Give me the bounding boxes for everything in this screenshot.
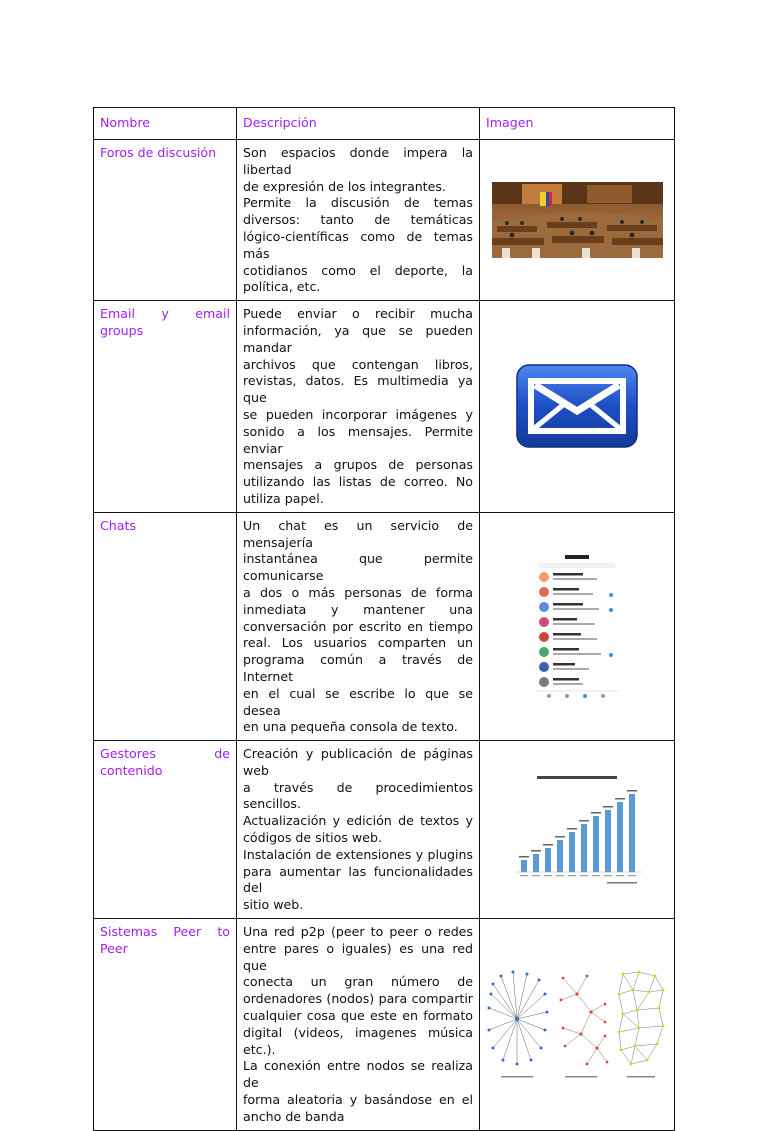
row-description xyxy=(237,301,480,513)
description-line: sitio web. xyxy=(243,897,304,913)
row-name: Chats xyxy=(94,512,237,740)
description-line: Un chat es un servicio de mensajería xyxy=(243,517,473,550)
description-line: códigos de sitios web. xyxy=(243,830,382,846)
description-line: en una pequeña consola de texto. xyxy=(243,719,458,735)
description-line: revistas, datos. Es multimedia ya que xyxy=(243,373,473,406)
description-line: digital (videos, imagenes música etc.). xyxy=(243,1024,473,1057)
description-line: diversos: tanto de temáticas xyxy=(243,212,473,228)
table-row xyxy=(94,301,675,513)
description-line: Una red p2p (peer to peer o redes xyxy=(243,924,473,940)
description-line: Actualización y edición de textos y xyxy=(243,813,473,829)
description-line: ancho de banda xyxy=(243,1108,345,1124)
row-description xyxy=(237,140,480,301)
table-header-row xyxy=(94,108,675,140)
row-name: Gestores de contenido xyxy=(94,741,237,919)
description-line: cualquier cosa que este en formato xyxy=(243,1008,473,1024)
description-line: Permite la discusión de temas xyxy=(243,195,473,211)
row-name: Sistemas Peer to Peer xyxy=(94,919,237,1131)
bar-chart-thumbnail xyxy=(507,772,647,888)
row-name: Foros de discusión xyxy=(94,140,237,301)
description-line: Instalación de extensiones y plugins xyxy=(243,846,473,862)
row-description xyxy=(237,741,480,919)
description-line: entre pares o iguales) es una red que xyxy=(243,940,473,973)
row-image-cell xyxy=(480,919,675,1131)
header-imagen: Imagen xyxy=(480,108,675,140)
description-line: conecta un gran número de xyxy=(243,974,473,990)
description-line: se pueden incorporar imágenes y xyxy=(243,406,473,422)
description-line: lógico-científicas como de temas más xyxy=(243,228,473,261)
table-row xyxy=(94,140,675,301)
row-image-cell xyxy=(480,301,675,513)
row-image-cell xyxy=(480,512,675,740)
table-row xyxy=(94,512,675,740)
row-name: Email y email groups xyxy=(94,301,237,513)
description-line: mensajes a grupos de personas xyxy=(243,457,473,473)
social-tools-table xyxy=(93,107,675,1131)
description-line: conversación por escrito en tiempo xyxy=(243,618,473,634)
network-topologies-diagram xyxy=(487,964,667,1084)
assembly-hall-photo xyxy=(492,182,663,258)
header-descripcion: Descripción xyxy=(237,108,480,140)
table-row xyxy=(94,919,675,1131)
envelope-icon xyxy=(515,363,639,449)
description-line: programa común a través de Internet xyxy=(243,652,473,684)
row-description xyxy=(237,919,480,1131)
description-line: real. Los usuarios comparten un xyxy=(243,635,473,651)
description-line: utiliza papel. xyxy=(243,490,324,506)
row-image-cell xyxy=(480,741,675,919)
description-line: para aumentar las funcionalidades del xyxy=(243,863,473,896)
description-line: información, ya que se pueden mandar xyxy=(243,322,473,355)
chat-app-screenshot xyxy=(535,551,619,701)
description-line: a dos o más personas de forma xyxy=(243,584,473,600)
description-line: utilizando las listas de correo. No xyxy=(243,474,473,490)
table-row xyxy=(94,741,675,919)
description-line: política, etc. xyxy=(243,279,321,295)
description-line: Puede enviar o recibir mucha xyxy=(243,306,473,322)
description-line: cotidianos como el deporte, la xyxy=(243,262,473,278)
row-image-cell xyxy=(480,140,675,301)
description-line: La conexión entre nodos se realiza de xyxy=(243,1058,473,1091)
description-line: archivos que contengan libros, xyxy=(243,356,473,372)
description-line: instantánea que permite comunicarse xyxy=(243,551,473,584)
description-line: en el cual se escribe lo que se desea xyxy=(243,685,473,718)
description-line: forma aleatoria y basándose en el xyxy=(243,1092,473,1108)
description-line: Son espacios donde impera la libertad xyxy=(243,145,473,177)
header-nombre: Nombre xyxy=(94,108,237,140)
description-line: inmediata y mantener una xyxy=(243,601,473,617)
description-line: a través de procedimientos sencillos. xyxy=(243,779,473,812)
description-line: sonido a los mensajes. Permite enviar xyxy=(243,423,473,456)
description-line: Creación y publicación de páginas web xyxy=(243,746,473,778)
row-description xyxy=(237,512,480,740)
description-line: ordenadores (nodos) para compartir xyxy=(243,991,473,1007)
description-line: de expresión de los integrantes. xyxy=(243,178,446,194)
